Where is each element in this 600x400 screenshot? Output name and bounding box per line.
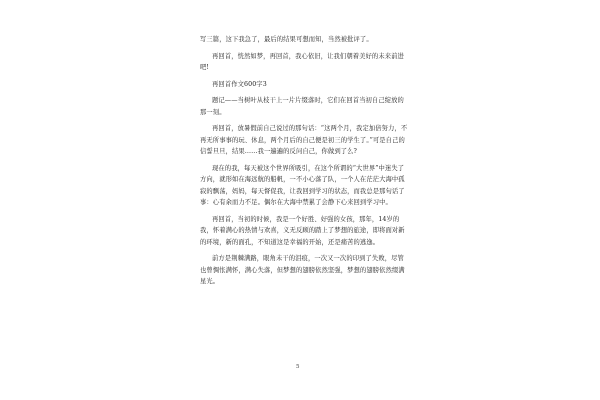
paragraph: 再回首，恍然如梦，再回首，我心依旧，让我们朝着美好的未来前进吧!	[200, 52, 404, 71]
paragraph: 再回首，放暑假前自己说过的那句话：“这两个月，我定加倍努力，不再无所事事的玩、休息，两个月后的自己便是初三的学生了。”可是自己的信誓旦旦，结果……我一遍遍的反问自己，你做到了么?	[200, 125, 408, 155]
paragraph: 前方是荆棘满路，眼角未干的泪痕，一次又一次的印到了失败，尽管也曾惆怅满怀，满心失落，但梦想的翅膀依然坚强，梦想的翅膀依然缀满星光。	[200, 255, 405, 285]
paragraph: 写三篇，这下我急了，最后的结果可想而知，当然被批评了。	[200, 36, 373, 43]
paragraph: 题记——当树叶从枝干上一片片缀落时，它们在回首当初自己绽放的那一刻。	[200, 97, 404, 116]
page-number: 5	[296, 364, 300, 370]
paragraph: 现在的我，每天被这个世界所吸引，在这个所谓的“大世界”中迷失了方向，就形如在海远航的船帆，一不小心落了队，一个人在茫茫大海中孤寂的飘荡，妈妈，每天督促我，让我回到学习的状态，而我总是那句话了事：心有余而力不足。偶尔在大海中禁累了会静下心来回到学习中。	[200, 164, 405, 206]
paragraph: 再回首，当初的时候，我是一个好胜、好强的女孩，那年，14岁的我，怀着满心的热情与欢喜，义无反顾的踏上了梦想的旅途，即将面对新的环境，新的面孔，不知道这是幸福的开始，还是痛苦的逃逸。	[200, 215, 405, 246]
document-body	[200, 34, 408, 293]
section-heading: 再回首作文600字3	[212, 80, 267, 88]
